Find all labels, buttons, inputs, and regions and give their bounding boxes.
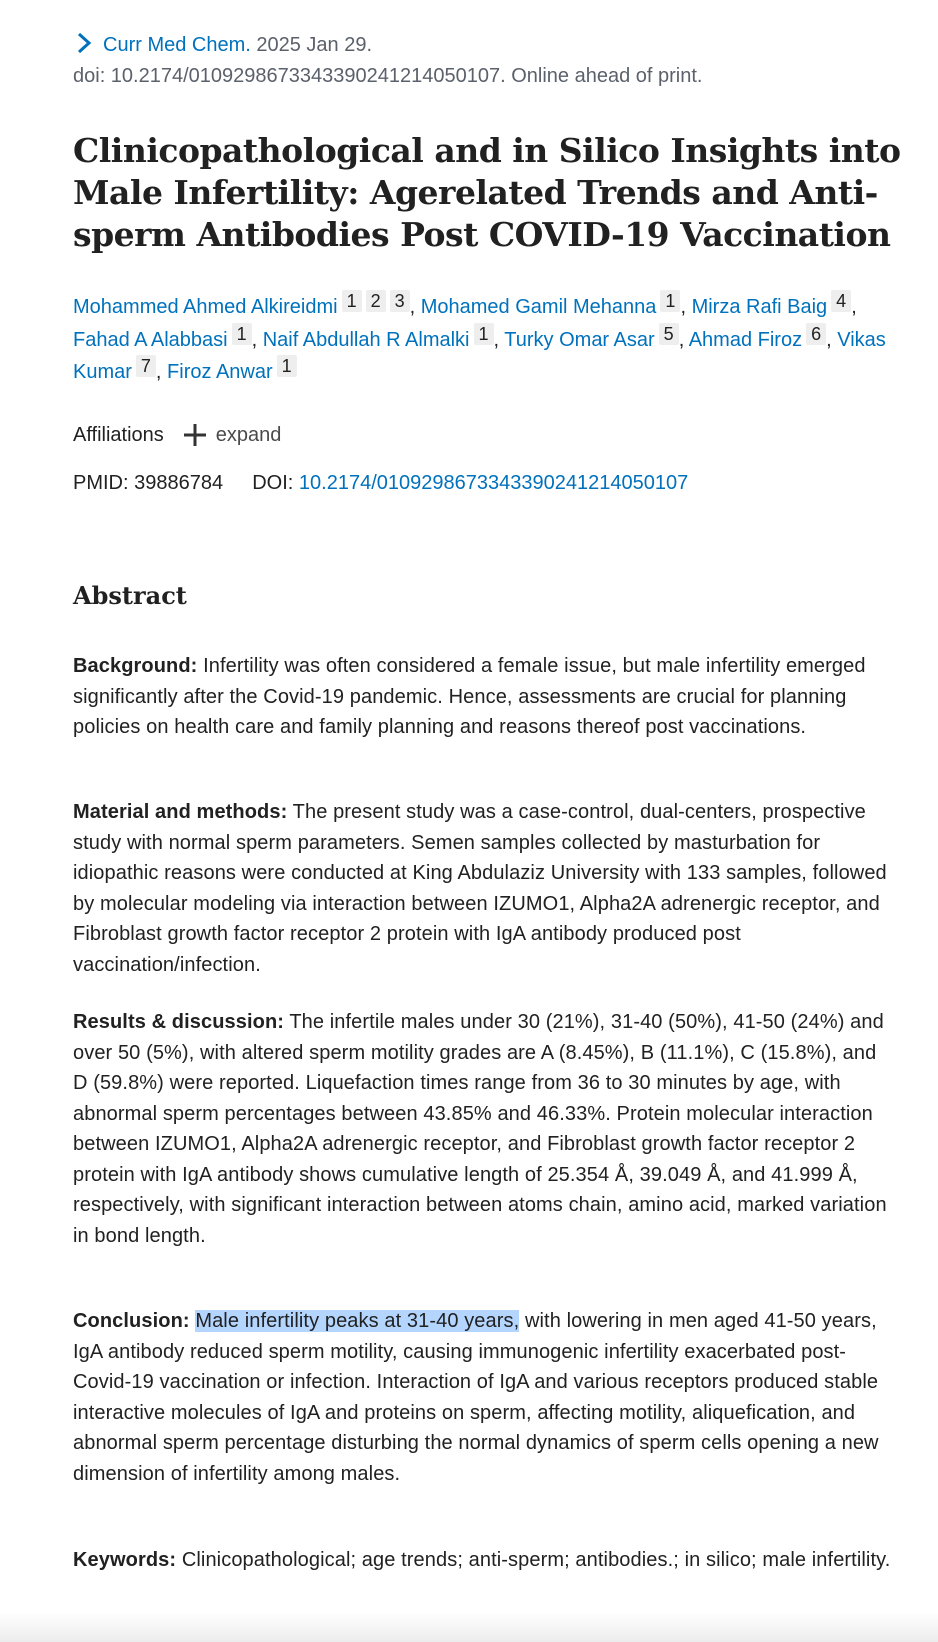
affiliation-number[interactable]: 5 xyxy=(659,323,679,345)
affiliation-number[interactable]: 7 xyxy=(136,355,156,377)
abstract-keywords xyxy=(73,1545,891,1576)
author-link[interactable]: Mirza Rafi Baig xyxy=(691,296,828,318)
author-link[interactable]: Naif Abdullah R Almalki xyxy=(262,328,470,351)
author-separator: , xyxy=(826,328,832,351)
conclusion-label: Conclusion: xyxy=(73,1310,190,1332)
author-separator: , xyxy=(409,296,416,318)
author-separator: , xyxy=(251,328,258,351)
methods-label: Material and methods: xyxy=(73,801,288,823)
author-separator: , xyxy=(155,361,162,383)
author-link[interactable]: Vikas Kumar xyxy=(73,328,886,383)
abstract-background xyxy=(73,651,891,743)
affiliation-number[interactable]: 6 xyxy=(806,323,826,345)
bottom-edge-shadow xyxy=(0,1612,938,1642)
conclusion-text: with lowering in men aged 41-50 years, IgA antibody reduced sperm motility, causing immunogenic infertility exacerbated post-Covid-19 vaccination or infection. Interaction of IgA and various receptors produced stable interactive molecules of IgA and proteins on sperm, affecting motility, aliquefication, and abnormal sperm percentage disturbing the normal dynamics of sperm cells opening a new dimension of infertility among males. xyxy=(73,1310,879,1485)
abstract-conclusion xyxy=(73,1306,891,1489)
methods-text: The present study was a case-control, dual-centers, prospective study with normal sperm parameters. Semen samples collected by masturbation for idiopathic reasons were conducted at King Abdulaziz University with 133 samples, followed by molecular modeling via interaction between IZUMO1, Alpha2A adrenergic receptor, and Fibroblast growth factor receptor 2 protein with IgA antibody produced post vaccination/infection. xyxy=(73,801,887,976)
author-link[interactable]: Ahmad Firoz xyxy=(688,328,803,351)
author-link[interactable]: Mohammed Ahmed Alkireidmi xyxy=(73,296,338,318)
identifiers-row xyxy=(73,468,688,498)
doi-link[interactable]: 10.2174/0109298673343390241214050107 xyxy=(298,472,689,494)
author-link[interactable]: Fahad A Alabbasi xyxy=(73,328,228,351)
affiliation-number[interactable]: 1 xyxy=(474,323,494,345)
affiliation-number[interactable]: 4 xyxy=(831,290,851,312)
results-text: The infertile males under 30 (21%), 31-40 (50%), 41-50 (24%) and over 50 (5%), with altered sperm motility grades are A (8.45%), B (11.1%), C (15.8%), and D (59.8%) were reported. Liquefaction times range from 36 to 30 minutes by age, with abnormal sperm percentages between 43.85% and 46.33%. Protein molecular interaction between IZUMO1, Alpha2A adrenergic receptor, and Fibroblast growth factor receptor 2 protein with IgA antibody shows cumulative length of 25.354 Å, 39.049 Å, and 41.999 Å, respectively, with significant interaction between atoms chain, amino acid, marked variation in bond length. xyxy=(73,1011,887,1247)
abstract-heading: Abstract xyxy=(73,581,187,610)
author-link[interactable]: Turky Omar Asar xyxy=(504,328,655,351)
plus-icon[interactable] xyxy=(182,422,208,448)
author-link[interactable]: Mohamed Gamil Mehanna xyxy=(420,296,657,318)
author-link[interactable]: Firoz Anwar xyxy=(167,361,273,383)
citation-doi-line: doi: 10.2174/0109298673343390241214050107. Online ahead of print. xyxy=(73,65,703,87)
abstract-results xyxy=(73,1007,891,1251)
keywords-text: Clinicopathological; age trends; anti-sperm; antibodies.; in silico; male infertility. xyxy=(181,1549,891,1571)
pmid-value: 39886784 xyxy=(134,472,224,494)
results-label: Results & discussion: xyxy=(73,1011,285,1033)
citation-line xyxy=(73,30,372,60)
author-separator: , xyxy=(680,296,686,318)
selected-text-highlight[interactable]: Male infertility peaks at 31-40 years, xyxy=(195,1310,520,1332)
affiliation-number[interactable]: 3 xyxy=(390,290,410,312)
pmid-label: PMID: xyxy=(73,472,129,494)
chevron-right-icon[interactable] xyxy=(73,31,95,55)
affiliation-number[interactable]: 1 xyxy=(660,290,680,312)
affiliations-expand-button[interactable]: expand xyxy=(215,424,282,446)
author-list xyxy=(73,290,903,388)
author-separator: , xyxy=(678,328,685,351)
affiliations-label: Affiliations xyxy=(73,424,164,446)
background-text: Infertility was often considered a female issue, but male infertility emerged significantly after the Covid-19 pandemic. Hence, assessments are crucial for planning policies on health care and family planning and reasons thereof post vaccinations. xyxy=(73,655,866,738)
journal-link[interactable]: Curr Med Chem. xyxy=(103,34,251,56)
keywords-label: Keywords: xyxy=(73,1549,177,1571)
author-separator: , xyxy=(493,328,500,351)
affiliation-number[interactable]: 1 xyxy=(232,323,252,345)
doi-label: DOI: xyxy=(252,472,294,494)
background-label: Background: xyxy=(73,655,198,677)
affiliation-number[interactable]: 2 xyxy=(366,290,386,312)
article-title: Clinicopathological and in Silico Insights into Male Infertility: Agerelated Trends and Anti-sperm Antibodies Post COVID-19 Vaccination xyxy=(73,131,901,254)
affiliation-number[interactable]: 1 xyxy=(342,290,362,312)
author-separator: , xyxy=(851,296,857,318)
affiliation-number[interactable]: 1 xyxy=(277,355,297,377)
abstract-methods xyxy=(73,797,891,980)
publication-date: 2025 Jan 29. xyxy=(256,34,373,56)
affiliations-row xyxy=(73,420,281,450)
